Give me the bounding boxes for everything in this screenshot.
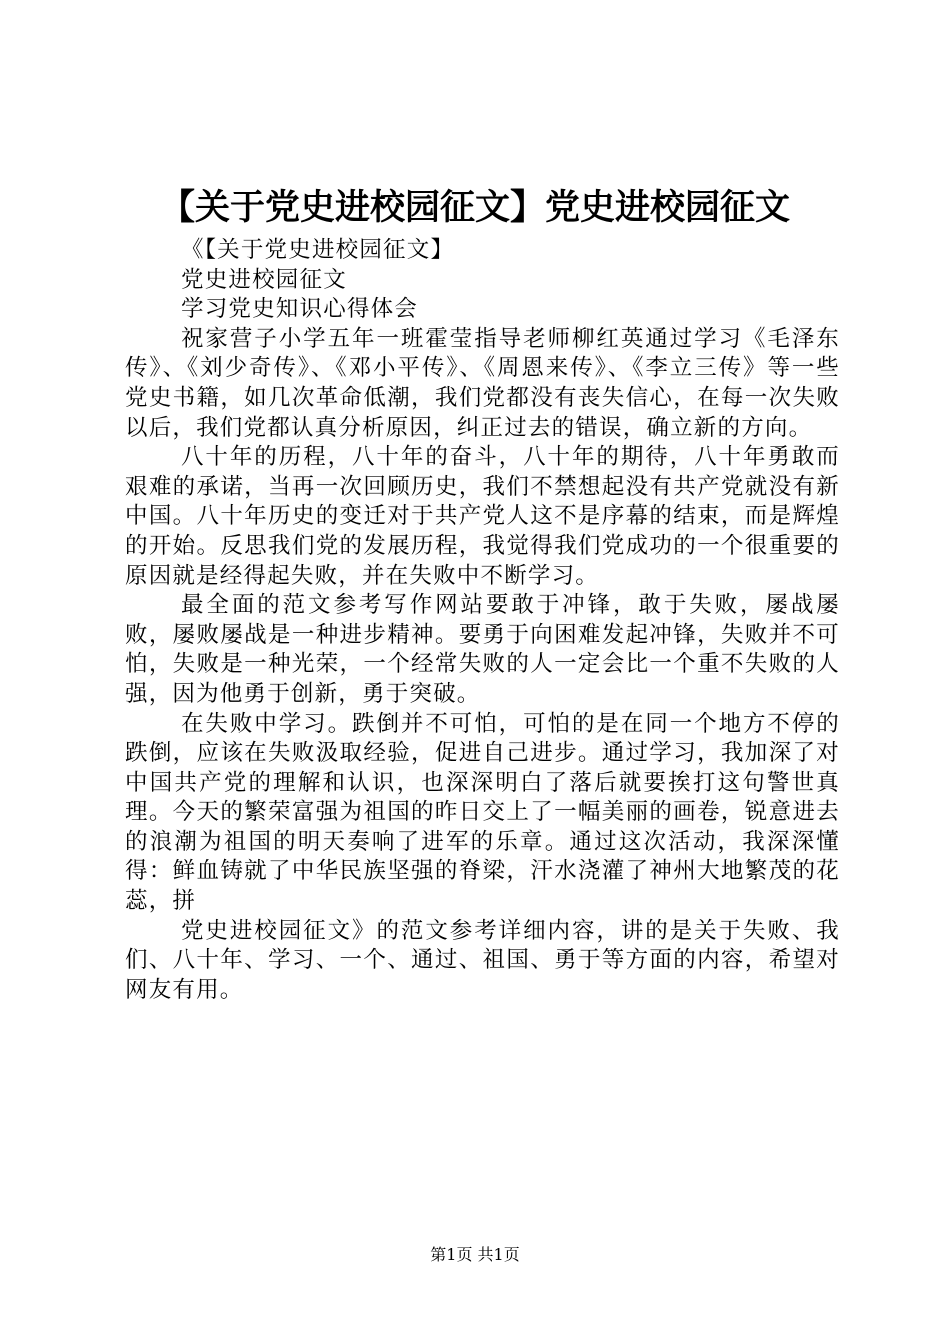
body-paragraph: 党史进校园征文》的范文参考详细内容，讲的是关于失败、我们、八十年、学习、一个、通过、祖国、勇于等方面的内容，希望对网友有用。 (125, 917, 840, 1003)
document-body (125, 236, 840, 1005)
header-line: 党史进校园征文 (181, 266, 347, 293)
body-paragraph: 八十年的历程，八十年的奋斗，八十年的期待，八十年勇敢而艰难的承诺，当再一次回顾历史，我们不禁想起没有共产党就没有新中国。八十年历史的变迁对于共产党人这不是序幕的结束，而是辉煌的开始。反思我们党的发展历程，我觉得我们党成功的一个很重要的原因就是经得起失败，并在失败中不断学习。 (125, 444, 840, 589)
header-line: 《【关于党史进校园征文】 (181, 237, 455, 263)
body-paragraph: 在失败中学习。跌倒并不可怕，可怕的是在同一个地方不停的跌倒，应该在失败汲取经验，促进自己进步。通过学习，我加深了对中国共产党的理解和认识，也深深明白了落后就要挨打这句警世真理。今天的繁荣富强为祖国的昨日交上了一幅美丽的画卷，锐意进去的浪潮为祖国的明天奏响了进军的乐章。通过这次活动，我深深懂得：鲜血铸就了中华民族坚强的脊梁，汗水浇灌了神州大地繁茂的花蕊，拼 (125, 710, 840, 915)
page-footer: 第1页 共1页 (430, 1245, 520, 1264)
document-title: 【关于党史进校园征文】党史进校园征文 (159, 187, 790, 228)
header-line: 学习党史知识心得体会 (181, 296, 419, 323)
body-paragraph: 最全面的范文参考写作网站要敢于冲锋，敢于失败，屡战屡败，屡败屡战是一种进步精神。要勇于向困难发起冲锋，失败并不可怕，失败是一种光荣，一个经常失败的人一定会比一个重不失败的人强，因为他勇于创新，勇于突破。 (125, 592, 840, 707)
body-paragraph: 祝家营子小学五年一班霍莹指导老师柳红英通过学习《毛泽东传》、《刘少奇传》、《邓小平传》、《周恩来传》、《李立三传》等一些党史书籍，如几次革命低潮，我们党都没有丧失信心，在每一次失败以后，我们党都认真分析原因，纠正过去的错误，确立新的方向。 (125, 325, 840, 441)
